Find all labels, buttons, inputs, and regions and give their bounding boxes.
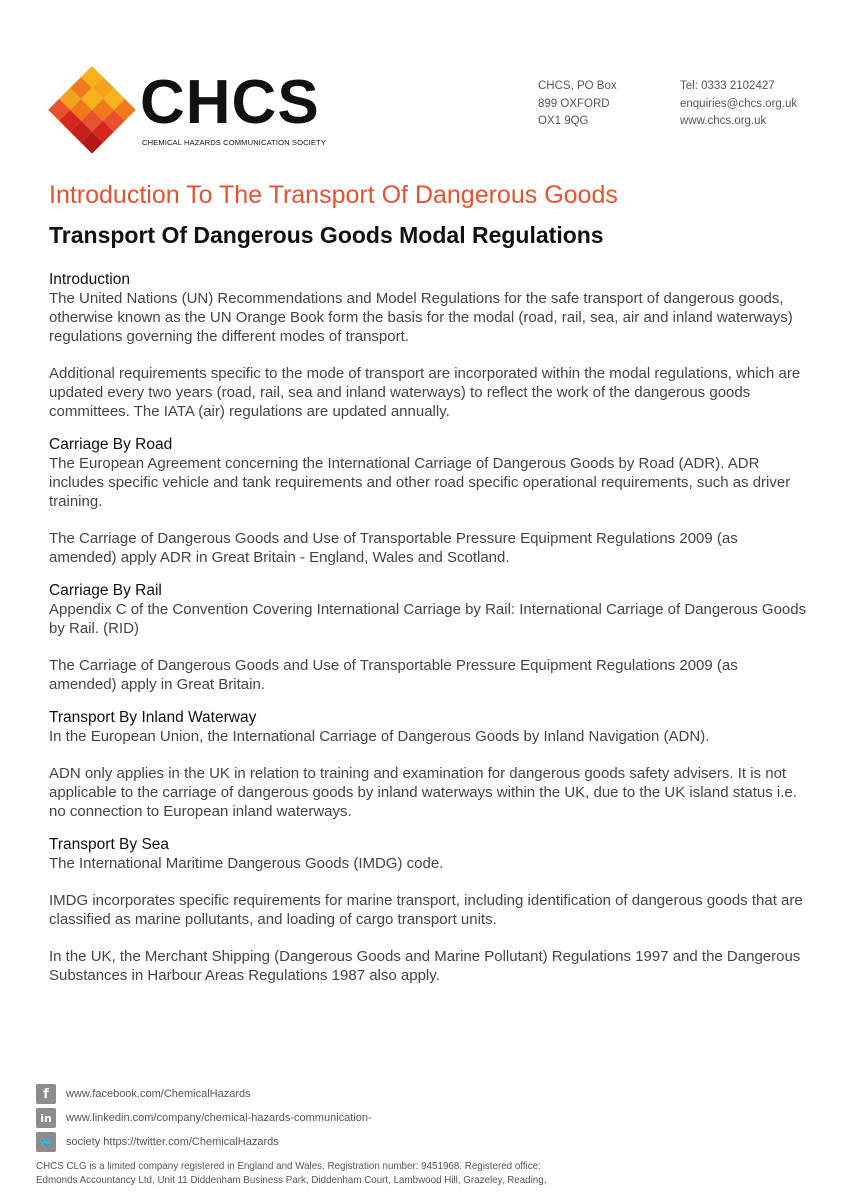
address-line: OX1 9QG <box>538 115 589 127</box>
linkedin-url[interactable]: www.linkedin.com/company/chemical-hazards-communication- <box>66 1112 372 1124</box>
paragraph: ADN only applies in the UK in relation to training and examination for dangerous goods safety advisers. It is not applicable to the carriage of dangerous goods by inland waterways within the UK, due to the UK island status i.e. no connection to European inland waterways. <box>49 765 797 820</box>
paragraph: Additional requirements specific to the mode of transport are incorporated within the modal regulations, which are updated every two years (road, rail, sea and inland waterways) to reflect the work of the dangerous goods committees. The IATA (air) regulations are updated annually. <box>49 365 801 420</box>
footer-line: CHCS CLG is a limited company registered in England and Wales. Registration number: 9451968. Registered office: <box>36 1161 541 1172</box>
paragraph: The International Maritime Dangerous Goods (IMDG) code. <box>49 855 444 872</box>
section-transport-by-sea <box>49 835 809 985</box>
paragraph: The United Nations (UN) Recommendations and Model Regulations for the safe transport of dangerous goods, otherwise known as the UN Orange Book form the basis for the modal (road, rail, sea, air and inland waterways) regulations governing the different modes of transport. <box>49 290 793 345</box>
facebook-url[interactable]: www.facebook.com/ChemicalHazards <box>66 1088 251 1100</box>
postal-address <box>538 78 617 131</box>
section-heading: Carriage By Rail <box>49 582 162 599</box>
section-heading: Carriage By Road <box>49 436 173 453</box>
footer-line: Edmonds Accountancy Ltd, Unit 11 Diddenham Business Park, Diddenham Court, Lambwood Hill, Grazeley, Reading, <box>36 1175 547 1186</box>
twitter-url[interactable]: society https://twitter.com/ChemicalHazards <box>66 1136 279 1148</box>
twitter-icon: 🐦 <box>36 1132 56 1152</box>
social-link-facebook[interactable] <box>36 1082 372 1106</box>
website-link[interactable]: www.chcs.org.uk <box>680 115 767 127</box>
page-title: Introduction To The Transport Of Dangerous Goods <box>49 181 618 209</box>
phone-number: Tel: 0333 2102427 <box>680 80 775 92</box>
contact-details <box>680 78 797 131</box>
paragraph: Appendix C of the Convention Covering International Carriage by Rail: International Carriage of Dangerous Goods by Rail. (RID) <box>49 601 807 637</box>
paragraph: In the UK, the Merchant Shipping (Dangerous Goods and Marine Pollutant) Regulations 1997 and the Dangerous Substances in Harbour Areas Regulations 1987 also apply. <box>49 948 801 984</box>
section-introduction <box>49 270 809 421</box>
email-link[interactable]: enquiries@chcs.org.uk <box>680 97 798 110</box>
address-line: CHCS, PO Box <box>538 80 617 92</box>
paragraph: The Carriage of Dangerous Goods and Use of Transportable Pressure Equipment Regulations 2009 (as amended) apply ADR in Great Britain - England, Wales and Scotland. <box>49 530 738 566</box>
social-link-linkedin[interactable] <box>36 1106 372 1130</box>
section-carriage-by-road <box>49 435 809 567</box>
logo-subtitle: CHEMICAL HAZARDS COMMUNICATION SOCIETY <box>142 138 326 147</box>
paragraph: The Carriage of Dangerous Goods and Use of Transportable Pressure Equipment Regulations 2009 (as amended) apply in Great Britain. <box>49 657 738 693</box>
section-carriage-by-rail <box>49 581 809 694</box>
paragraph: The European Agreement concerning the International Carriage of Dangerous Goods by Road (ADR). ADR includes specific vehicle and tank requirements and other road specific operational requirements, such as driver training. <box>49 455 791 510</box>
social-links <box>36 1082 372 1154</box>
paragraph: In the European Union, the International Carriage of Dangerous Goods by Inland Navigation (ADN). <box>49 728 710 745</box>
logo-wordmark: CHCS <box>140 68 320 137</box>
company-registration-footer <box>36 1160 546 1188</box>
facebook-icon: f <box>36 1084 56 1104</box>
section-heading: Introduction <box>49 271 130 288</box>
chcs-logo <box>48 66 338 156</box>
page-subtitle: Transport Of Dangerous Goods Modal Regulations <box>49 222 604 248</box>
section-heading: Transport By Inland Waterway <box>49 709 257 726</box>
section-inland-waterway <box>49 708 809 821</box>
document-body <box>49 270 809 999</box>
linkedin-icon: in <box>36 1108 56 1128</box>
paragraph: IMDG incorporates specific requirements for marine transport, including identification of dangerous goods that are classified as marine pollutants, and loading of cargo transport units. <box>49 892 803 928</box>
social-link-twitter[interactable] <box>36 1130 372 1154</box>
diamond-logo-icon <box>48 66 136 154</box>
address-line: 899 OXFORD <box>538 97 610 110</box>
section-heading: Transport By Sea <box>49 836 170 853</box>
